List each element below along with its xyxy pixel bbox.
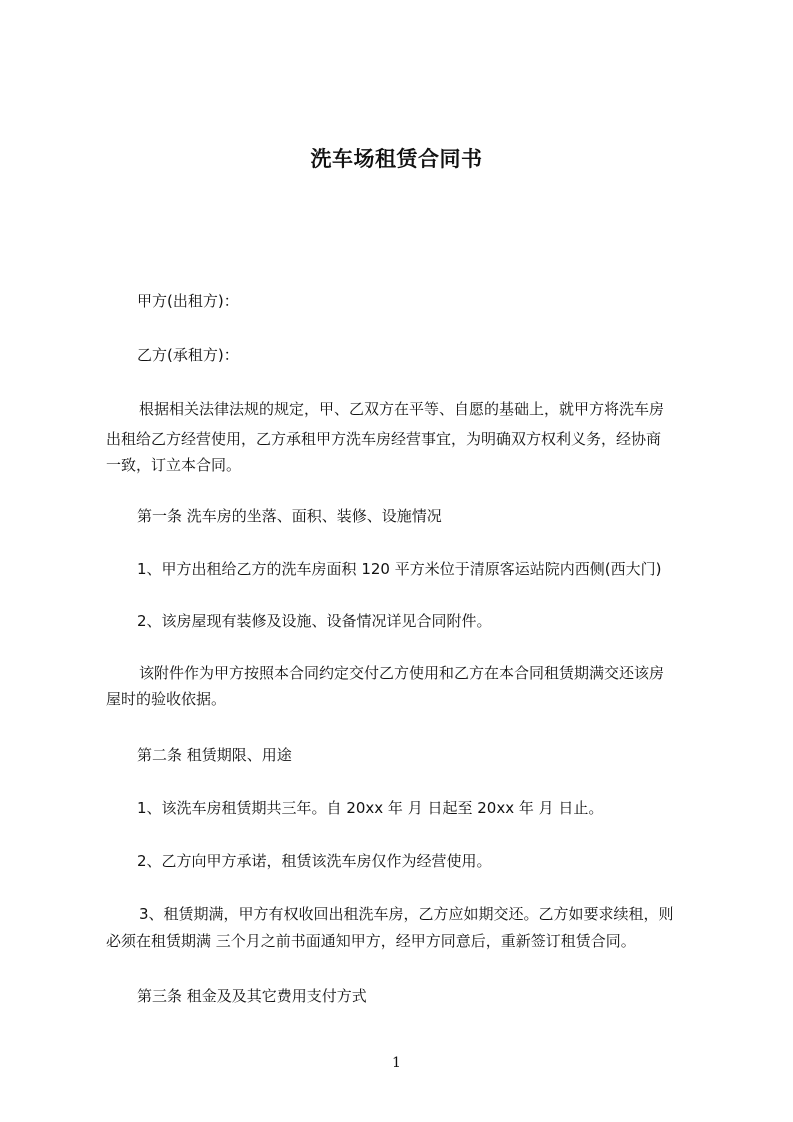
page-number: 1 (392, 1055, 401, 1071)
intro-paragraph-line-1: 根据相关法律法规的规定，甲、乙双方在平等、自愿的基础上，就甲方将洗车房 (139, 400, 665, 418)
attachment-paragraph-line-2: 屋时的验收依据。 (106, 690, 227, 708)
article-one-item-2: 2、该房屋现有装修及设施、设备情况详见合同附件。 (137, 612, 492, 630)
article-one-item-1: 1、甲方出租给乙方的洗车房面积 120 平方米位于清原客运站院内西侧(西大门) (137, 560, 662, 578)
article-one-heading: 第一条 洗车房的坐落、面积、装修、设施情况 (137, 507, 442, 525)
party-a-line: 甲方(出租方)： (137, 292, 239, 310)
document-title: 洗车场租赁合同书 (310, 147, 483, 171)
article-two-item-3-line-2: 必须在租赁期满 三个月之前书面通知甲方，经甲方同意后，重新签订租赁合同。 (106, 932, 636, 950)
article-three-heading: 第三条 租金及及其它费用支付方式 (137, 987, 367, 1005)
article-two-heading: 第二条 租赁期限、用途 (137, 746, 292, 764)
attachment-paragraph-line-1: 该附件作为甲方按照本合同约定交付乙方使用和乙方在本合同租赁期满交还该房 (139, 664, 665, 682)
intro-paragraph-line-3: 一致，订立本合同。 (106, 456, 242, 474)
party-b-line: 乙方(承租方)： (137, 346, 239, 364)
intro-paragraph-line-2: 出租给乙方经营使用，乙方承租甲方洗车房经营事宜，为明确双方权利义务，经协商 (106, 430, 662, 448)
article-two-item-3-line-1: 3、租赁期满，甲方有权收回出租洗车房，乙方应如期交还。乙方如要求续租，则 (139, 905, 674, 923)
article-two-item-1: 1、该洗车房租赁期共三年。自 20xx 年 月 日起至 20xx 年 月 日止。 (137, 799, 604, 817)
article-two-item-2: 2、乙方向甲方承诺，租赁该洗车房仅作为经营使用。 (137, 852, 492, 870)
